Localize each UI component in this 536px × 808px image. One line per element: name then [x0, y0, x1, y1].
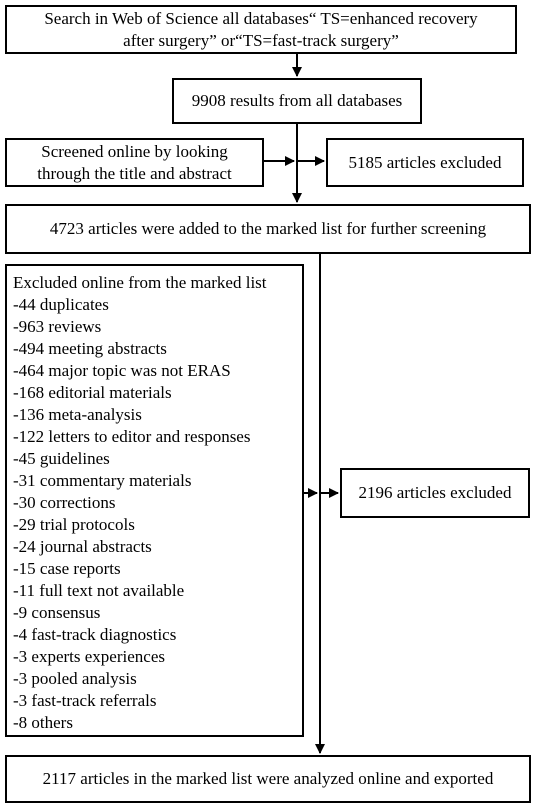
excluded-1-text: 5185 articles excluded [348, 152, 502, 172]
list-item: -963 reviews [13, 317, 102, 336]
list-item: -3 experts experiences [13, 647, 165, 666]
list-item: -8 others [13, 713, 73, 732]
results-box [172, 78, 422, 124]
excluded-list-box [5, 264, 304, 737]
added-text: 4723 articles were added to the marked list for further screening [49, 219, 487, 238]
search-line-2: after surgery” or“TS=fast-track surgery” [123, 30, 399, 50]
list-item: -44 duplicates [13, 295, 109, 314]
list-item: -4 fast-track diagnostics [13, 625, 177, 644]
screened-line-1: Screened online by looking [41, 141, 228, 161]
final-text: 2117 articles in the marked list were analyzed online and exported [42, 769, 494, 788]
list-item: -30 corrections [13, 493, 116, 512]
list-item: -136 meta-analysis [13, 405, 142, 424]
results-text: 9908 results from all databases [191, 91, 403, 110]
list-item: -168 editorial materials [13, 383, 172, 402]
excluded-list-title: Excluded online from the marked list [13, 273, 267, 292]
excluded-box-2 [340, 468, 530, 518]
screened-line-2: through the title and abstract [37, 163, 232, 183]
list-item: -464 major topic was not ERAS [13, 361, 231, 380]
added-box [5, 204, 531, 254]
list-item: -9 consensus [13, 603, 101, 622]
list-item: -24 journal abstracts [13, 537, 152, 556]
search-box [5, 5, 517, 54]
excluded-2-text: 2196 articles excluded [358, 483, 512, 502]
list-item: -3 fast-track referrals [13, 691, 157, 710]
excluded-box-1 [326, 138, 524, 187]
list-item: -122 letters to editor and responses [13, 427, 251, 446]
list-item: -494 meeting abstracts [13, 339, 167, 358]
list-item: -3 pooled analysis [13, 669, 137, 688]
list-item: -45 guidelines [13, 449, 110, 468]
list-item: -31 commentary materials [13, 471, 192, 490]
list-item: -29 trial protocols [13, 515, 135, 534]
final-box [5, 755, 531, 803]
list-item: -15 case reports [13, 559, 121, 578]
list-item: -11 full text not available [13, 581, 185, 600]
screened-box [5, 138, 264, 187]
search-line-1: Search in Web of Science all databases“ TS=enhanced recovery [44, 8, 478, 28]
